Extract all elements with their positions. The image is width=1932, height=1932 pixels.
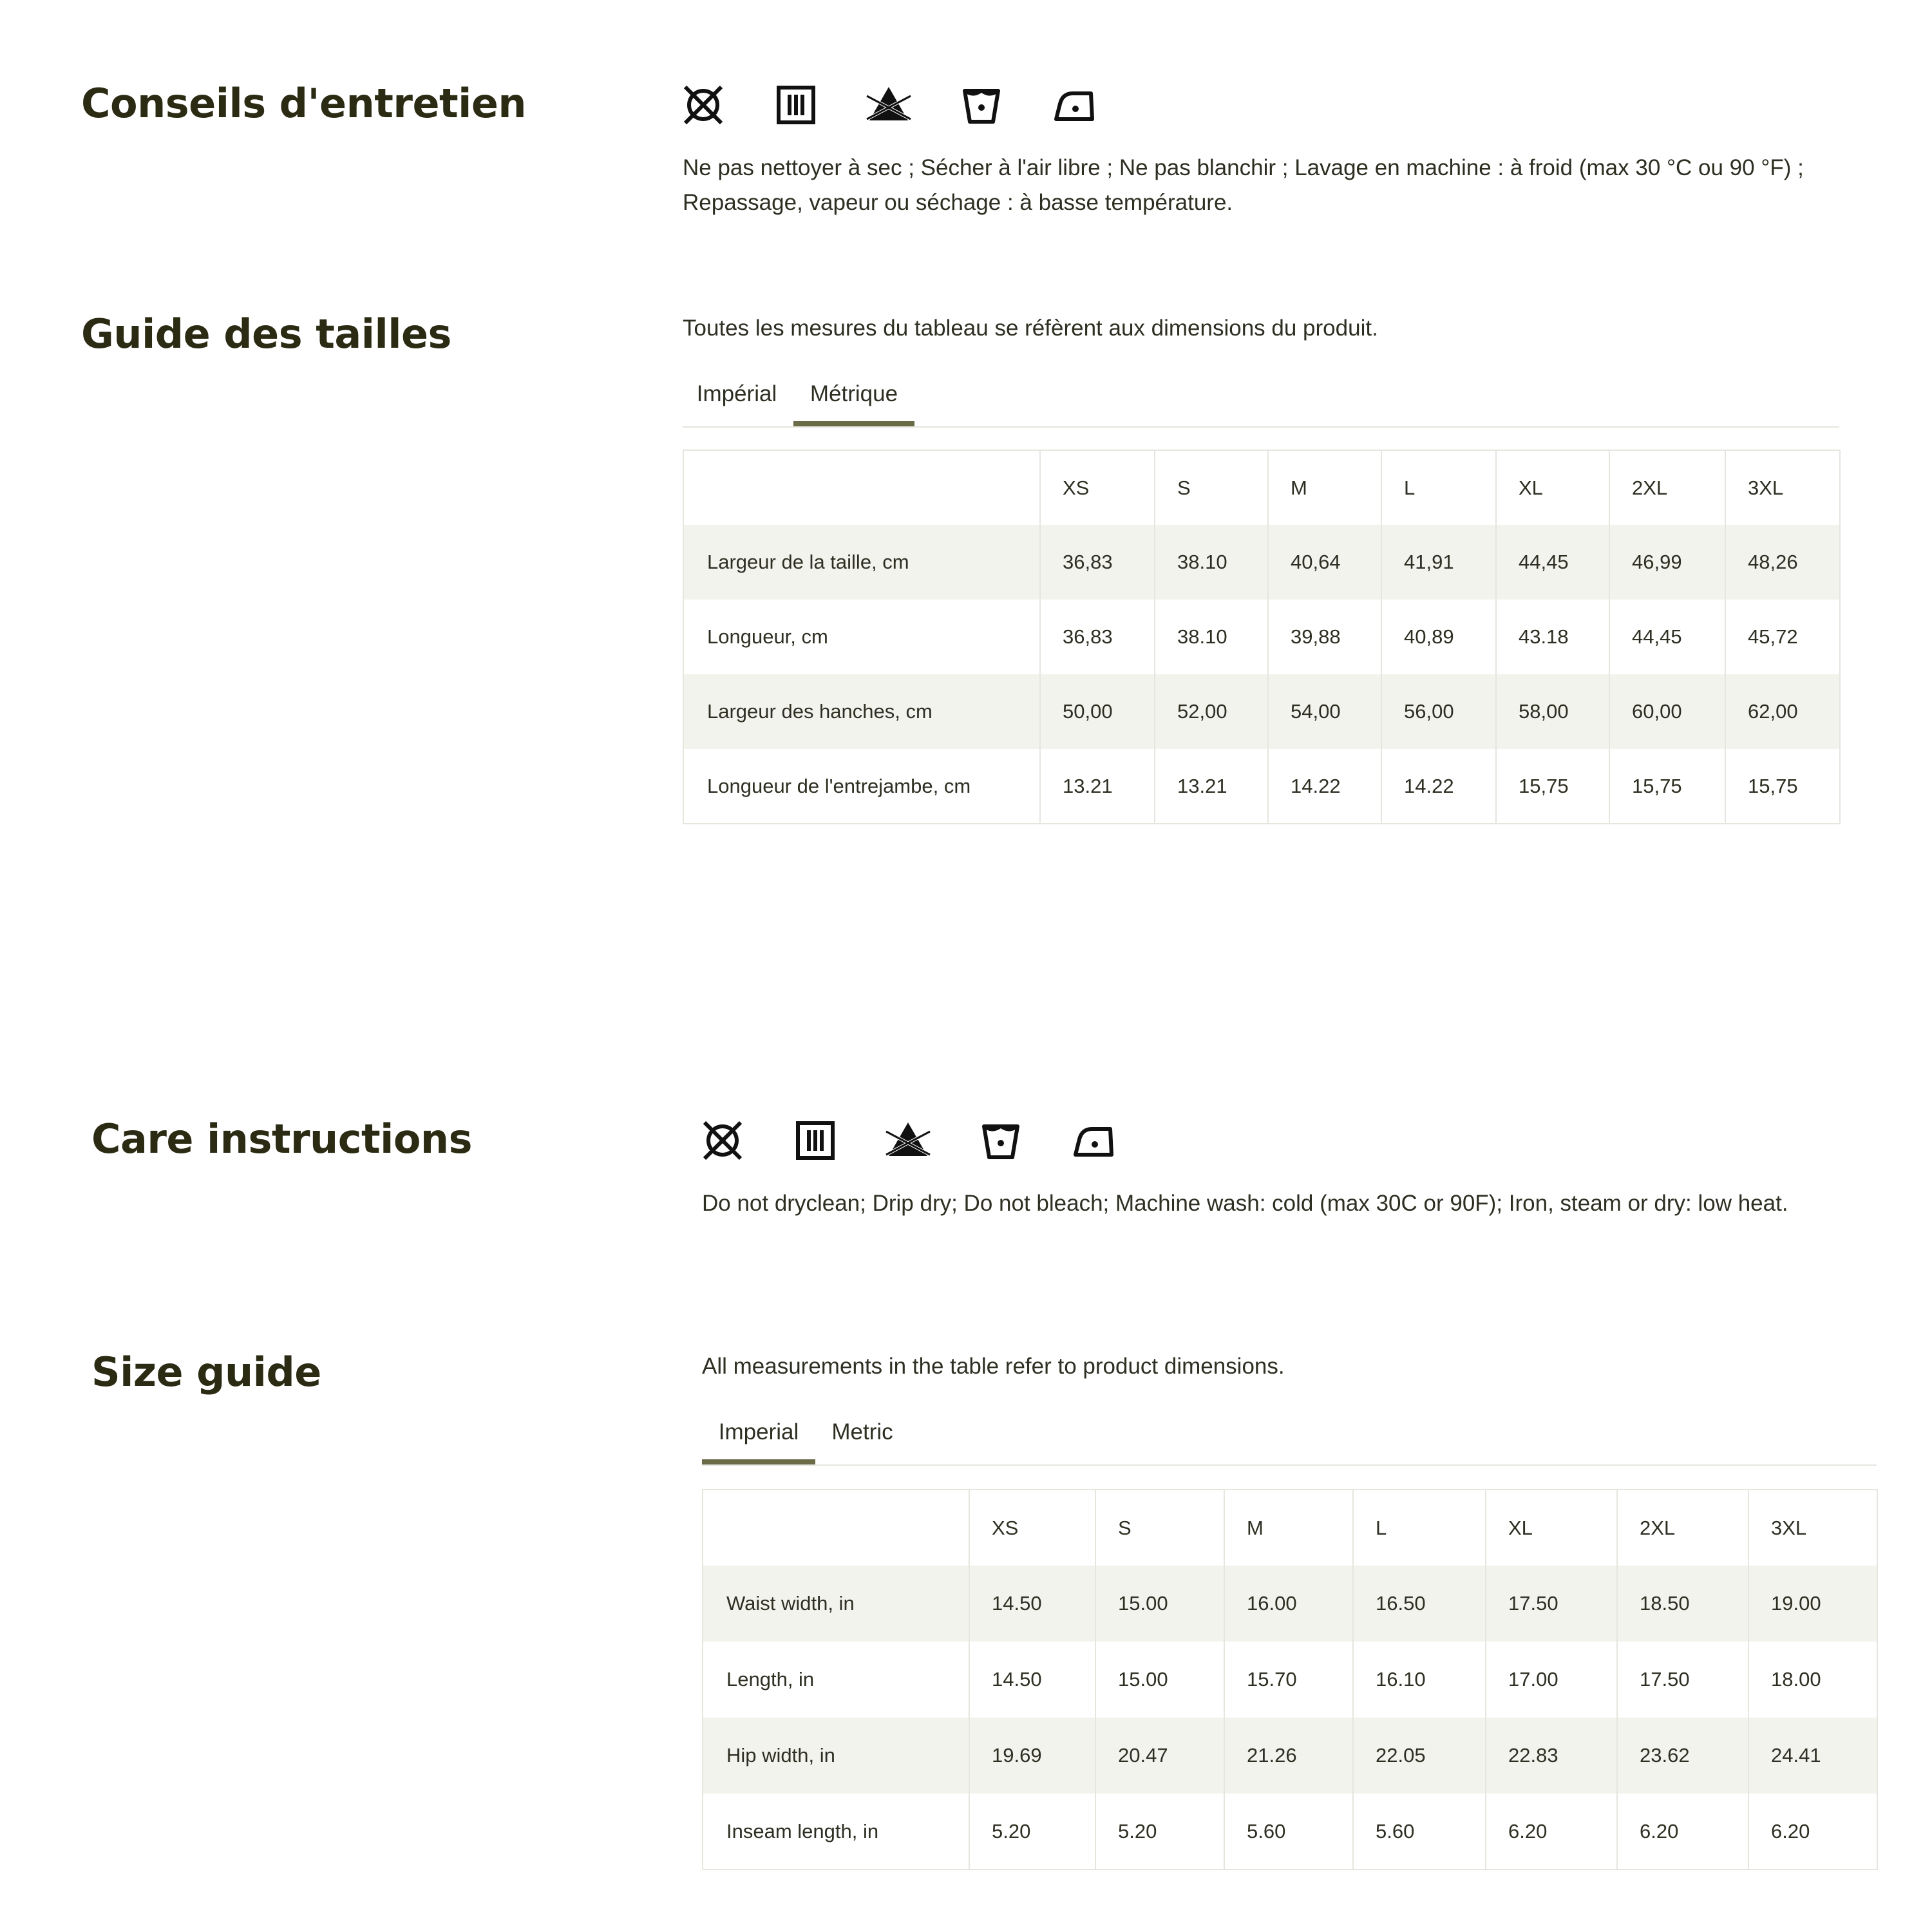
- care-title: Care instructions: [91, 1115, 472, 1162]
- care-text: Do not dryclean; Drip dry; Do not bleach; Machine wash: cold (max 30C or 90F); Iron, steam or dry: low heat.: [702, 1191, 1788, 1216]
- table-header-cell: XL: [1486, 1490, 1617, 1566]
- table-cell: 44,45: [1496, 525, 1609, 600]
- table-header-cell: 2XL: [1609, 450, 1725, 525]
- table-cell: 14.22: [1381, 749, 1496, 824]
- row-label: Waist width, in: [703, 1566, 969, 1642]
- table-cell: 22.05: [1353, 1718, 1486, 1794]
- tab-metric[interactable]: Métrique: [793, 375, 914, 426]
- table-cell: 16.50: [1353, 1566, 1486, 1642]
- unit-tabs: [702, 1413, 1877, 1466]
- do-not-dryclean-icon: [680, 81, 773, 129]
- table-header-cell: 2XL: [1617, 1490, 1748, 1566]
- table-header-cell: 3XL: [1725, 450, 1840, 525]
- table-row: [683, 600, 1840, 674]
- table-cell: 48,26: [1725, 525, 1840, 600]
- tab-imperial[interactable]: Impérial: [696, 381, 777, 406]
- table-cell: 39,88: [1268, 600, 1381, 674]
- table-cell: 38.10: [1155, 525, 1268, 600]
- table-cell: 38.10: [1155, 600, 1268, 674]
- table-cell: 13.21: [1155, 749, 1268, 824]
- row-label: Hip width, in: [703, 1718, 969, 1794]
- table-cell: 36,83: [1040, 600, 1155, 674]
- iron-low-heat-icon: [1070, 1117, 1163, 1164]
- size-guide-intro: All measurements in the table refer to product dimensions.: [702, 1354, 1285, 1379]
- table-cell: 5.60: [1353, 1794, 1486, 1870]
- table-cell: 6.20: [1617, 1794, 1748, 1870]
- table-cell: 40,64: [1268, 525, 1381, 600]
- machine-wash-cold-icon: [958, 81, 1051, 129]
- do-not-dryclean-icon: [699, 1117, 792, 1164]
- table-header-cell: L: [1353, 1490, 1486, 1566]
- table-cell: 20.47: [1095, 1718, 1224, 1794]
- do-not-bleach-icon: [885, 1117, 978, 1164]
- table-cell: 14.22: [1268, 749, 1381, 824]
- table-cell: 52,00: [1155, 674, 1268, 749]
- row-label: Length, in: [726, 1668, 815, 1690]
- table-cell: 56,00: [1381, 674, 1496, 749]
- table-cell: 21.26: [1224, 1718, 1353, 1794]
- table-row: [683, 674, 1840, 749]
- drip-dry-icon: [773, 81, 866, 129]
- tab-imperial[interactable]: Imperial: [702, 1413, 815, 1464]
- size-table: [683, 450, 1841, 824]
- table-header-cell: XS: [1040, 450, 1155, 525]
- table-cell: 16.10: [1353, 1642, 1486, 1718]
- table-header-cell: [703, 1490, 969, 1566]
- table-row: [683, 749, 1840, 824]
- size-guide-title: Size guide: [91, 1349, 321, 1396]
- care-text: Ne pas nettoyer à sec ; Sécher à l'air libre ; Ne pas blanchir ; Lavage en machine : à froid (max 30 °C ou 90 °F) ; Repassage, vapeur ou séchage : à basse température.: [683, 155, 1804, 215]
- table-cell: 22.83: [1486, 1718, 1617, 1794]
- table-cell: 16.00: [1224, 1566, 1353, 1642]
- table-cell: 6.20: [1748, 1794, 1877, 1870]
- tab-metric[interactable]: Metric: [831, 1419, 893, 1444]
- table-cell: 15,75: [1496, 749, 1609, 824]
- row-label: Longueur de l'entrejambe, cm: [707, 774, 971, 797]
- table-header-cell: XL: [1496, 450, 1609, 525]
- size-guide-intro: Toutes les mesures du tableau se réfèrent aux dimensions du produit.: [683, 316, 1378, 341]
- table-header-row: [703, 1490, 1877, 1566]
- table-header-cell: M: [1224, 1490, 1353, 1566]
- table-cell: 50,00: [1040, 674, 1155, 749]
- table-row: [703, 1794, 1877, 1870]
- table-cell: 5.60: [1224, 1794, 1353, 1870]
- machine-wash-cold-icon: [978, 1117, 1070, 1164]
- table-cell: 15,75: [1609, 749, 1725, 824]
- table-cell: 17.00: [1486, 1642, 1617, 1718]
- table-cell: 6.20: [1486, 1794, 1617, 1870]
- row-label: Longueur, cm: [707, 625, 828, 648]
- table-header-cell: S: [1155, 450, 1268, 525]
- table-cell: 41,91: [1381, 525, 1496, 600]
- table-cell: 13.21: [1040, 749, 1155, 824]
- table-cell: 18.00: [1748, 1642, 1877, 1718]
- table-cell: 19.00: [1748, 1566, 1877, 1642]
- table-cell: 54,00: [1268, 674, 1381, 749]
- table-cell: 15.70: [1224, 1642, 1353, 1718]
- table-cell: 58,00: [1496, 674, 1609, 749]
- table-cell: 17.50: [1486, 1566, 1617, 1642]
- table-row: [703, 1718, 1877, 1794]
- table-cell: 15,75: [1725, 749, 1840, 824]
- table-cell: 14.50: [969, 1566, 1095, 1642]
- unit-tabs: [683, 375, 1839, 428]
- table-cell: 18.50: [1617, 1566, 1748, 1642]
- table-cell: 60,00: [1609, 674, 1725, 749]
- table-cell: 44,45: [1609, 600, 1725, 674]
- table-cell: 43.18: [1496, 600, 1609, 674]
- table-header-cell: 3XL: [1748, 1490, 1877, 1566]
- table-cell: 36,83: [1040, 525, 1155, 600]
- size-table: [702, 1489, 1878, 1870]
- table-header-row: [683, 450, 1840, 525]
- care-icons: [680, 81, 1144, 129]
- table-cell: 24.41: [1748, 1718, 1877, 1794]
- care-title: Conseils d'entretien: [81, 80, 527, 127]
- table-row: [703, 1642, 1877, 1718]
- table-cell: 62,00: [1725, 674, 1840, 749]
- size-guide-title: Guide des tailles: [81, 310, 451, 357]
- table-cell: 40,89: [1381, 600, 1496, 674]
- table-header-cell: S: [1095, 1490, 1224, 1566]
- table-cell: 23.62: [1617, 1718, 1748, 1794]
- table-header-cell: [683, 450, 1040, 525]
- table-cell: 15.00: [1095, 1566, 1224, 1642]
- table-cell: 19.69: [969, 1718, 1095, 1794]
- table-cell: 45,72: [1725, 600, 1840, 674]
- row-label: Largeur de la taille, cm: [683, 525, 1040, 600]
- drip-dry-icon: [792, 1117, 885, 1164]
- table-cell: 17.50: [1617, 1642, 1748, 1718]
- table-cell: 5.20: [1095, 1794, 1224, 1870]
- row-label: Inseam length, in: [726, 1819, 879, 1842]
- row-label: Largeur des hanches, cm: [683, 674, 1040, 749]
- care-icons: [699, 1117, 1163, 1164]
- iron-low-heat-icon: [1051, 81, 1144, 129]
- table-row: [703, 1566, 1877, 1642]
- table-cell: 46,99: [1609, 525, 1725, 600]
- do-not-bleach-icon: [866, 81, 958, 129]
- table-row: [683, 525, 1840, 600]
- table-cell: 15.00: [1095, 1642, 1224, 1718]
- table-header-cell: XS: [969, 1490, 1095, 1566]
- table-cell: 14.50: [969, 1642, 1095, 1718]
- table-header-cell: M: [1268, 450, 1381, 525]
- table-cell: 5.20: [969, 1794, 1095, 1870]
- table-header-cell: L: [1381, 450, 1496, 525]
